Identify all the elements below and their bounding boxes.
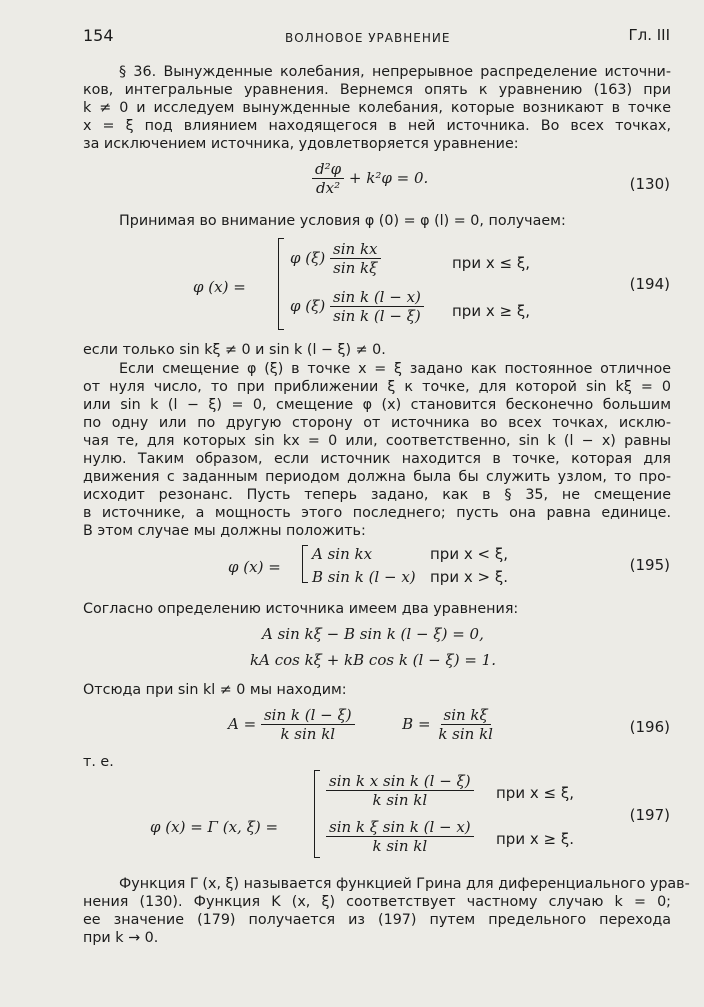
text-line: т. е.	[83, 754, 114, 770]
text-line: Согласно определению источника имеем два уравнения:	[83, 601, 519, 617]
text-line: ков, интегральные уравнения. Вернемся опять к уравнению (163) при	[83, 82, 671, 98]
text-line: чая те, для которых sin kx = 0 или, соответственно, sin k (l − x) равны	[83, 433, 671, 449]
equation-number: (130)	[629, 175, 670, 193]
fraction-numerator: d²φ	[312, 160, 344, 179]
text-line: при k → 0.	[83, 930, 159, 946]
equation-line: A sin kξ − B sin k (l − ξ) = 0,	[262, 625, 484, 643]
page-number: 154	[83, 26, 114, 45]
text-line: по одну или по другую сторону от источника во всех точках, исклю-	[83, 415, 671, 431]
lhs: A =	[228, 715, 257, 733]
brace	[314, 770, 315, 858]
fraction-numerator: sin kx	[330, 240, 380, 259]
equation-line: kA cos kξ + kB cos k (l − ξ) = 1.	[250, 651, 496, 669]
text-line: или sin k (l − ξ) = 0, смещение φ (x) становится бесконечно большим	[83, 397, 671, 413]
equation-197-row2	[326, 818, 474, 855]
equation-number: (195)	[629, 556, 670, 574]
fraction-denominator: k sin kl	[372, 837, 428, 855]
equation-lhs: φ (x) =	[193, 278, 246, 296]
equation-130	[312, 160, 428, 197]
row-condition: при x ≥ ξ.	[496, 830, 574, 848]
fraction-numerator: sin k ξ sin k (l − x)	[326, 818, 474, 837]
equation-number: (194)	[629, 275, 670, 293]
equation-lhs: φ (x) =	[228, 558, 281, 576]
row-prefix: φ (ξ)	[290, 297, 326, 315]
running-title: ВОЛНОВОЕ УРАВНЕНИЕ	[285, 31, 451, 45]
text-line: Функция Γ (x, ξ) называется функцией Грина для диференциального урав-	[119, 876, 690, 892]
text-line: от нуля число, то при приближении ξ к точке, для которой sin kξ = 0	[83, 379, 671, 395]
fraction-denominator: sin k (l − ξ)	[333, 307, 421, 325]
fraction-denominator: k sin kl	[372, 791, 428, 809]
equation-lhs: φ (x) = Γ (x, ξ) =	[150, 818, 279, 836]
fraction-numerator: sin k (l − ξ)	[261, 706, 355, 725]
row-condition: при x < ξ,	[430, 545, 508, 563]
text-line: Отсюда при sin kl ≠ 0 мы находим:	[83, 682, 347, 698]
text-line: нулю. Таким образом, если источник находится в точке, которая для	[83, 451, 671, 467]
brace	[278, 238, 279, 330]
text-line: нения (130). Функция K (x, ξ) соответствует частному случаю k = 0;	[83, 894, 671, 910]
row-condition: при x ≤ ξ,	[496, 784, 574, 802]
equation-number: (196)	[629, 718, 670, 736]
lhs: B =	[402, 715, 431, 733]
row-condition: при x ≤ ξ,	[452, 254, 530, 272]
equation-196	[228, 706, 496, 743]
equation-197-row1	[326, 772, 474, 809]
equation-number: (197)	[629, 806, 670, 824]
row-condition: при x > ξ.	[430, 568, 508, 586]
text-line: Принимая во внимание условия φ (0) = φ (l) = 0, получаем:	[119, 213, 566, 229]
row-expression: A sin kx	[312, 545, 373, 563]
text-line: x = ξ под влиянием находящегося в ней источника. Во всех точках,	[83, 118, 671, 134]
text-line: в источнике, а мощность этого последнего; пусть она равна единице.	[83, 505, 671, 521]
equation-194-row1	[290, 240, 381, 277]
equation-194-row2	[290, 288, 424, 325]
text-line: ее значение (179) получается из (197) путем предельного перехода	[83, 912, 671, 928]
text-line: движения с заданным периодом должна была бы служить узлом, то про-	[83, 469, 671, 485]
fraction-numerator: sin k x sin k (l − ξ)	[326, 772, 474, 791]
text-line: за исключением источника, удовлетворяется уравнение:	[83, 136, 519, 152]
fraction-denominator: k sin kl	[280, 725, 336, 743]
text-line: k ≠ 0 и исследуем вынужденные колебания, которые возникают в точке	[83, 100, 671, 116]
fraction-numerator: sin k (l − x)	[330, 288, 424, 307]
text-line: исходит резонанс. Пусть теперь задано, как в § 35, не смещение	[83, 487, 671, 503]
text-line: Если смещение φ (ξ) в точке x = ξ задано как постоянное отличное	[119, 361, 671, 377]
equation-rest: + k²φ = 0.	[348, 169, 429, 187]
fraction-denominator: sin kξ	[333, 259, 378, 277]
fraction-denominator: k sin kl	[438, 725, 493, 743]
row-expression: B sin k (l − x)	[312, 568, 416, 586]
row-condition: при x ≥ ξ,	[452, 302, 530, 320]
text-line: если только sin kξ ≠ 0 и sin k (l − ξ) ≠ 0.	[83, 342, 386, 358]
text-line: В этом случае мы должны положить:	[83, 523, 366, 539]
chapter-label: Гл. III	[628, 26, 670, 44]
fraction-denominator: dx²	[316, 179, 341, 197]
fraction-numerator: sin kξ	[441, 706, 491, 725]
row-prefix: φ (ξ)	[290, 249, 326, 267]
text-line: § 36. Вынужденные колебания, непрерывное распределение источни-	[119, 64, 671, 80]
brace	[302, 545, 303, 583]
